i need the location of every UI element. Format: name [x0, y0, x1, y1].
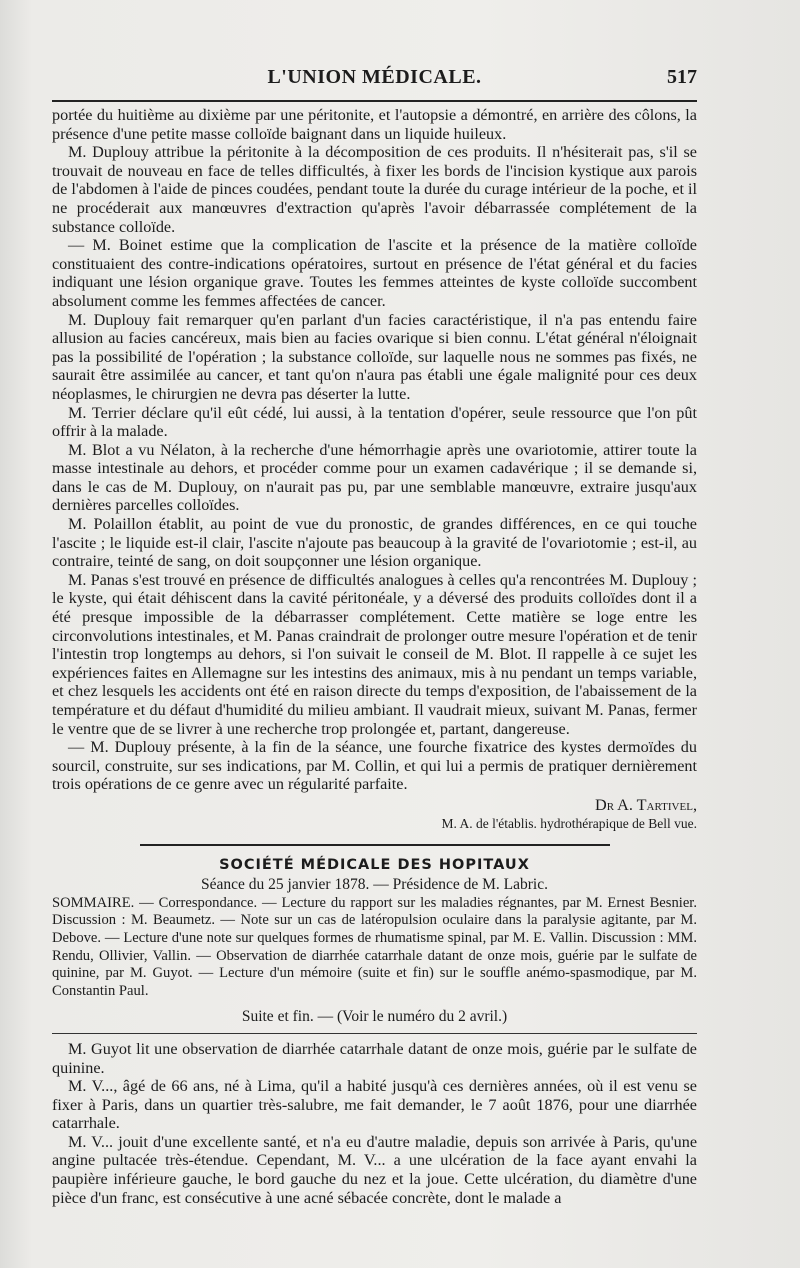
header-rule: [52, 100, 697, 102]
continuation-note: Suite et fin. — (Voir le numéro du 2 avril.): [241, 1008, 508, 1026]
session-line: Séance du 25 janvier 1878. — Présidence de M. Labric.: [201, 876, 548, 894]
section-title: SOCIÉTÉ MÉDICALE DES HOPITAUX: [219, 856, 530, 873]
paragraph: — M. Duplouy présente, à la fin de la séance, une fourche fixatrice des kystes dermoïdes du sourcil, construite, sur ses indications, par M. Collin, et qui lui a permis de pratiquer dernièrement trois opérations de ce genre avec un régularité parfaite.: [52, 738, 697, 794]
author-affiliation: M. A. de l'établis. hydrothérapique de Bell vue.: [441, 815, 697, 831]
author-signature: Dr A. Tartivel,: [595, 795, 697, 814]
article-body: [52, 106, 697, 1207]
summary-rule: [52, 1033, 697, 1034]
paragraph: M. Terrier déclare qu'il eût cédé, lui aussi, à la tentation d'opérer, seule ressource que l'on pût offrir à la malade.: [52, 403, 697, 441]
paragraph: M. Guyot lit une observation de diarrhée catarrhale datant de onze mois, guérie par le sulfate de quinine.: [52, 1039, 697, 1077]
paragraph: M. Panas s'est trouvé en présence de difficultés analogues à celles qu'a rencontrées M. Duplouy ; le kyste, qui était déhiscent dans la cavité péritonéale, y a déversé des produits colloïdes dont il a été presque impossible de la débarrasser complétement. Cette matière se loge entre les circonvolutions intestinales, et M. Panas craindrait de prolonger outre mesure l'opération et de tenir l'intestin trop longtemps au dehors, si l'on suivait le conseil de M. Blot. Il rappelle à ce sujet les expériences faites en Allemagne sur les intestins des animaux, mis à nu pendant un temps variable, et chez lesquels les accidents ont été en raison directe du temps d'exposition, de l'abaissement de la température et du défaut d'humidité du milieu ambiant. Il vaudrait mieux, suivant M. Panas, fermer le ventre que de se livrer à une recherche trop prolongée et, partant, dangereuse.: [52, 570, 697, 738]
paragraph: M. Polaillon établit, au point de vue du pronostic, de grandes différences, en ce qui touche l'ascite ; le liquide est-il clair, l'ascite n'ajoute pas beaucoup à la gravité de l'ovariotomie ; est-il, au contraire, teinté de sang, on doit soupçonner une lésion organique.: [52, 515, 697, 571]
page-number: 517: [667, 66, 697, 88]
paragraph: M. V..., âgé de 66 ans, né à Lima, qu'il a habité jusqu'à ces dernières années, où il est venu se fixer à Paris, dans un quartier très-salubre, me fait demander, le 7 août 1876, pour une diarrhée catarrhale.: [52, 1077, 697, 1133]
paragraph: M. V... jouit d'une excellente santé, et n'a eu d'autre maladie, depuis son arrivée à Paris, qu'une angine pultacée très-étendue. Cependant, M. V... a une ulcération de la face ayant envahi la paupière inférieure gauche, le bord gauche du nez et la joue. Cette ulcération, du diamètre d'une pièce d'un franc, est consécutive à une acné sébacée concrète, dont le malade a: [52, 1132, 697, 1207]
paragraph: M. Duplouy attribue la péritonite à la décomposition de ces produits. Il n'hésiterait pas, s'il se trouvait de nouveau en face de telles difficultés, à fixer les bords de l'incision kystique aux parois de l'abdomen à l'aide de pinces coudées, pendant toute la durée du curage intérieur de la poche, et il ne procéderait aux manœuvres d'extraction qu'après l'avoir débarrassée complétement de la substance colloïde.: [52, 143, 697, 236]
journal-title: L'UNION MÉDICALE.: [267, 66, 482, 88]
paragraph: — M. Boinet estime que la complication de l'ascite et la présence de la matière colloïde constituaient des contre-indications opératoires, surtout en présence de l'état général et du facies indiquant une lésion organique grave. Toutes les femmes atteintes de kyste colloïde succombent absolument comme les femmes affectées de cancer.: [52, 236, 697, 310]
section-divider: [140, 844, 610, 846]
paragraph: portée du huitième au dixième par une péritonite, et l'autopsie a démontré, en arrière des côlons, la présence d'une petite masse colloïde baignant dans un liquide huileux.: [52, 106, 697, 143]
paragraph: M. Blot a vu Nélaton, à la recherche d'une hémorrhagie après une ovariotomie, attirer toute la masse intestinale au dehors, et procéder comme pour un examen cadavérique ; il se demande si, dans le cas de M. Duplouy, on n'aurait pas pu, par une semblable manœuvre, extraire jusqu'aux dernières parcelles colloïdes.: [52, 440, 697, 515]
session-summary: SOMMAIRE. — Correspondance. — Lecture du rapport sur les maladies régnantes, par M. Ernest Besnier. Discussion : M. Beaumetz. — Note sur un cas de latéropulsion oculaire dans la paralysie agitante, par M. Debove. — Lecture d'une note sur quelques formes de rhumatisme spinal, par M. E. Vallin. Discussion : MM. Rendu, Ollivier, Vallin. — Observation de diarrhée catarrhale datant de onze mois, guérie par le sulfate de quinine, par M. Guyot. — Lecture d'un mémoire (suite et fin) sur le souffle anémo-spasmodique, par M. Constantin Paul.: [52, 894, 697, 999]
page-header: [52, 66, 697, 96]
paragraph: M. Duplouy fait remarquer qu'en parlant d'un facies caractéristique, il n'a pas entendu faire allusion au facies cancéreux, mais bien au facies ovarique si bien connu. L'état général n'éloignait pas la possibilité de l'opération ; la substance colloïde, sur laquelle nous ne sommes pas fixés, ne saurait être assimilée au cancer, et tant qu'on n'aura pas établi une égale malignité pour ces deux néoplasmes, le chirurgien ne devra pas déserter la lutte.: [52, 310, 697, 403]
